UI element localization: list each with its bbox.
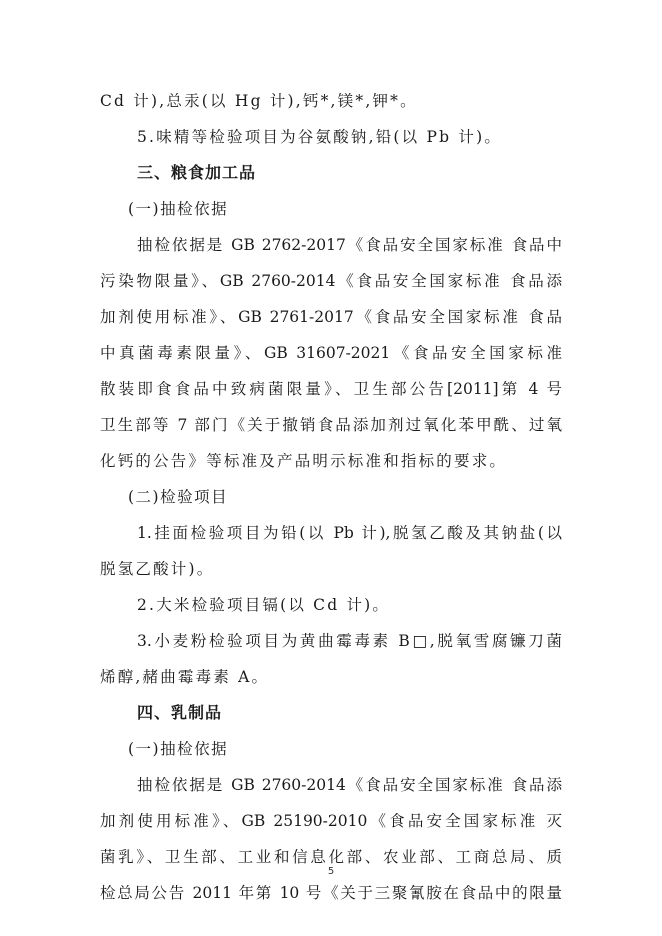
- paragraph-line: 脱氢乙酸计)。: [100, 560, 215, 578]
- text-line-continuation: Cd 计),总汞(以 Hg 计),钙*,镁*,钾*。: [100, 92, 418, 110]
- page-number: 5: [327, 866, 335, 877]
- paragraph-line: 烯醇,赭曲霉毒素 A。: [100, 668, 270, 686]
- paragraph-line: 菌乳》、卫生部、工业和信息化部、农业部、工商总局、质: [100, 848, 562, 866]
- paragraph-line: 化钙的公告》等标准及产品明示标准和指标的要求。: [100, 452, 508, 470]
- paragraph-line: 检总局公告 2011 年第 10 号《关于三聚氰胺在食品中的限量: [100, 884, 562, 902]
- paragraph-line: 抽检依据是 GB 2760-2014《食品安全国家标准 食品添: [137, 776, 562, 794]
- paragraph-line: 抽检依据是 GB 2762-2017《食品安全国家标准 食品中: [137, 236, 562, 254]
- section-heading-dairy: 四、乳制品: [137, 703, 223, 722]
- subsection-heading-basis: (一)抽检依据: [128, 200, 229, 218]
- paragraph-line: 卫生部等 7 部门《关于撤销食品添加剂过氧化苯甲酰、过氧: [100, 416, 562, 434]
- subsection-heading-items: (二)检验项目: [128, 488, 229, 506]
- list-item-rice: 2.大米检验项目镉(以 Cd 计)。: [137, 596, 391, 614]
- paragraph-line: 加剂使用标准》、GB 25190-2010《食品安全国家标准 灭: [100, 812, 562, 830]
- section-heading-grain: 三、粮食加工品: [137, 163, 257, 182]
- paragraph-line: 中真菌毒素限量》、GB 31607-2021《食品安全国家标准: [100, 344, 562, 362]
- subsection-heading-basis: (一)抽检依据: [128, 740, 229, 758]
- paragraph-line: 散装即食食品中致病菌限量》、卫生部公告[2011]第 4 号: [100, 380, 562, 398]
- paragraph-line: 污染物限量》、GB 2760-2014《食品安全国家标准 食品添: [100, 272, 562, 290]
- list-item-noodles: 1.挂面检验项目为铅(以 Pb 计),脱氢乙酸及其钠盐(以: [137, 524, 562, 542]
- list-item-msg: 5.味精等检验项目为谷氨酸钠,铅(以 Pb 计)。: [137, 128, 503, 146]
- list-item-flour: 3.小麦粉检验项目为黄曲霉毒素 B□,脱氧雪腐镰刀菌: [137, 632, 562, 650]
- paragraph-line: 加剂使用标准》、GB 2761-2017《食品安全国家标准 食品: [100, 308, 562, 326]
